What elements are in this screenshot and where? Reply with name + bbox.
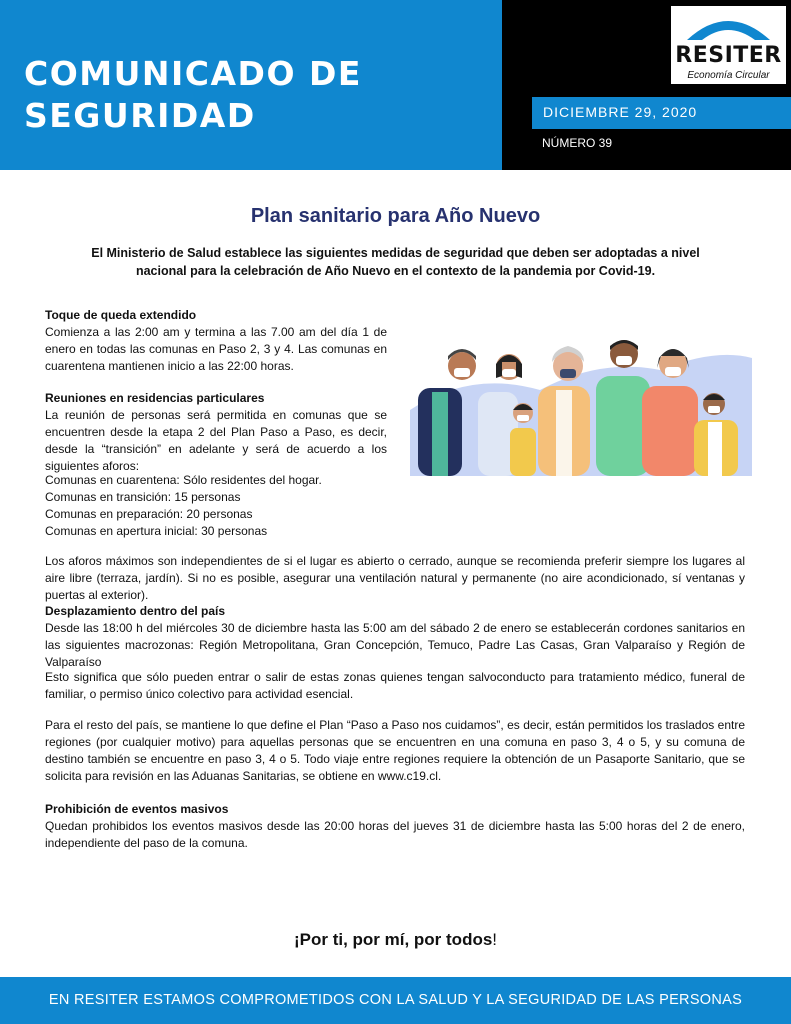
closing-slogan <box>0 930 791 950</box>
header-title-line1: COMUNICADO DE <box>24 54 362 93</box>
travel-heading: Desplazamiento dentro del país <box>45 604 226 618</box>
person-figure <box>510 403 536 476</box>
capacity-item: Comunas en apertura inicial: 30 personas <box>45 524 268 538</box>
header-title-line2: SEGURIDAD <box>24 96 256 135</box>
travel-paragraph-3 <box>45 717 745 785</box>
issue-date: DICIEMBRE 29, 2020 <box>543 104 698 120</box>
gatherings-body: La reunión de personas será permitida en comunas que se encuentren desde la etapa 2 del Plan Paso a Paso, es decir, desde la “transición” en adelante y será de acuerdo a los siguientes aforos: <box>45 408 387 473</box>
footer-text: EN RESITER ESTAMOS COMPROMETIDOS CON LA SALUD Y LA SEGURIDAD DE LAS PERSONAS <box>48 992 743 1008</box>
section-events <box>45 801 745 852</box>
section-curfew <box>45 307 387 375</box>
curfew-heading: Toque de queda extendido <box>45 308 197 322</box>
document-title: Plan sanitario para Año Nuevo <box>250 205 541 227</box>
footer-banner <box>0 977 791 1024</box>
people-with-masks-illustration <box>410 340 752 476</box>
events-body: Quedan prohibidos los eventos masivos desde las 20:00 horas del jueves 31 de diciembre hasta las 5:00 horas del 2 de enero, independiente del paso de la comuna. <box>45 819 745 850</box>
intro-paragraph: El Ministerio de Salud establece las siguientes medidas de seguridad que deben ser adoptadas a nivel nacional para la celebración de Año Nuevo en el contexto de la pandemia por Covid-19. <box>91 246 700 278</box>
capacity-note-text: Los aforos máximos son independientes de si el lugar es abierto o cerrado, aunque se recomienda preferir siempre los lugares al aire libre (terraza, jardín). Si no es posible, asegurar una ventilación natural y permanente (no aire acondicionado, sí ventanas y puertas al exterior). <box>45 554 745 602</box>
curfew-body: Comienza a las 2:00 am y termina a las 7.00 am del día 1 de enero en todas las comunas en Paso 2, 3 y 4. Las comunas en cuarentena mantienen inicio a las 22:00 horas. <box>45 325 387 373</box>
header-banner <box>0 0 502 170</box>
section-travel <box>45 603 745 671</box>
travel-body-3: Para el resto del país, se mantiene lo que define el Plan “Paso a Paso nos cuidamos”, es decir, están permitidos los traslados entre regiones (por cualquier motivo) para aquellas personas que se encuentren en una comuna en paso 3, 4 o 5, y su comuna de destino también se encuentre en paso 3, 4 o 5. Todo viaje entre regiones requiere la obtención de un Pasaporte Sanitario, que se solicita para revisión en las Aduanas Sanitarias, se obtiene en www.c19.cl. <box>45 718 745 783</box>
travel-body-1: Desde las 18:00 h del miércoles 30 de diciembre hasta las 5:00 am del sábado 2 de enero se establecerán cordones sanitarios en las siguientes macrozonas: Región Metropolitana, Gran Concepción, Temuco, Padre Las Casas, Gran Valparaíso y Región de Valparaíso <box>45 621 745 669</box>
events-heading: Prohibición de eventos masivos <box>45 802 229 816</box>
capacity-item: Comunas en transición: 15 personas <box>45 490 241 504</box>
resiter-logo <box>671 6 786 84</box>
closing-exclamation: ! <box>492 930 498 949</box>
travel-body-2: Esto significa que sólo pueden entrar o salir de estas zonas quienes tengan salvoconducto para tratamiento médico, funeral de familiar, o permiso único colectivo para actividad esencial. <box>45 670 745 701</box>
travel-paragraph-2 <box>45 669 745 703</box>
gatherings-heading: Reuniones en residencias particulares <box>45 391 265 405</box>
capacity-note <box>45 553 745 604</box>
closing-slogan-text: ¡Por ti, por mí, por todos <box>293 930 493 949</box>
person-figure <box>538 346 590 476</box>
logo-tagline: Economía Circular <box>687 70 770 81</box>
date-bar <box>532 97 791 129</box>
capacity-item: Comunas en cuarentena: Sólo residentes del hogar. <box>45 473 322 487</box>
person-figure <box>596 340 650 476</box>
header-title <box>24 53 362 137</box>
capacity-list <box>45 472 387 540</box>
logo-wordmark: RESITER <box>675 43 782 68</box>
issue-number: NÚMERO 39 <box>542 136 613 150</box>
section-gatherings <box>45 390 387 475</box>
capacity-item: Comunas en preparación: 20 personas <box>45 507 253 521</box>
